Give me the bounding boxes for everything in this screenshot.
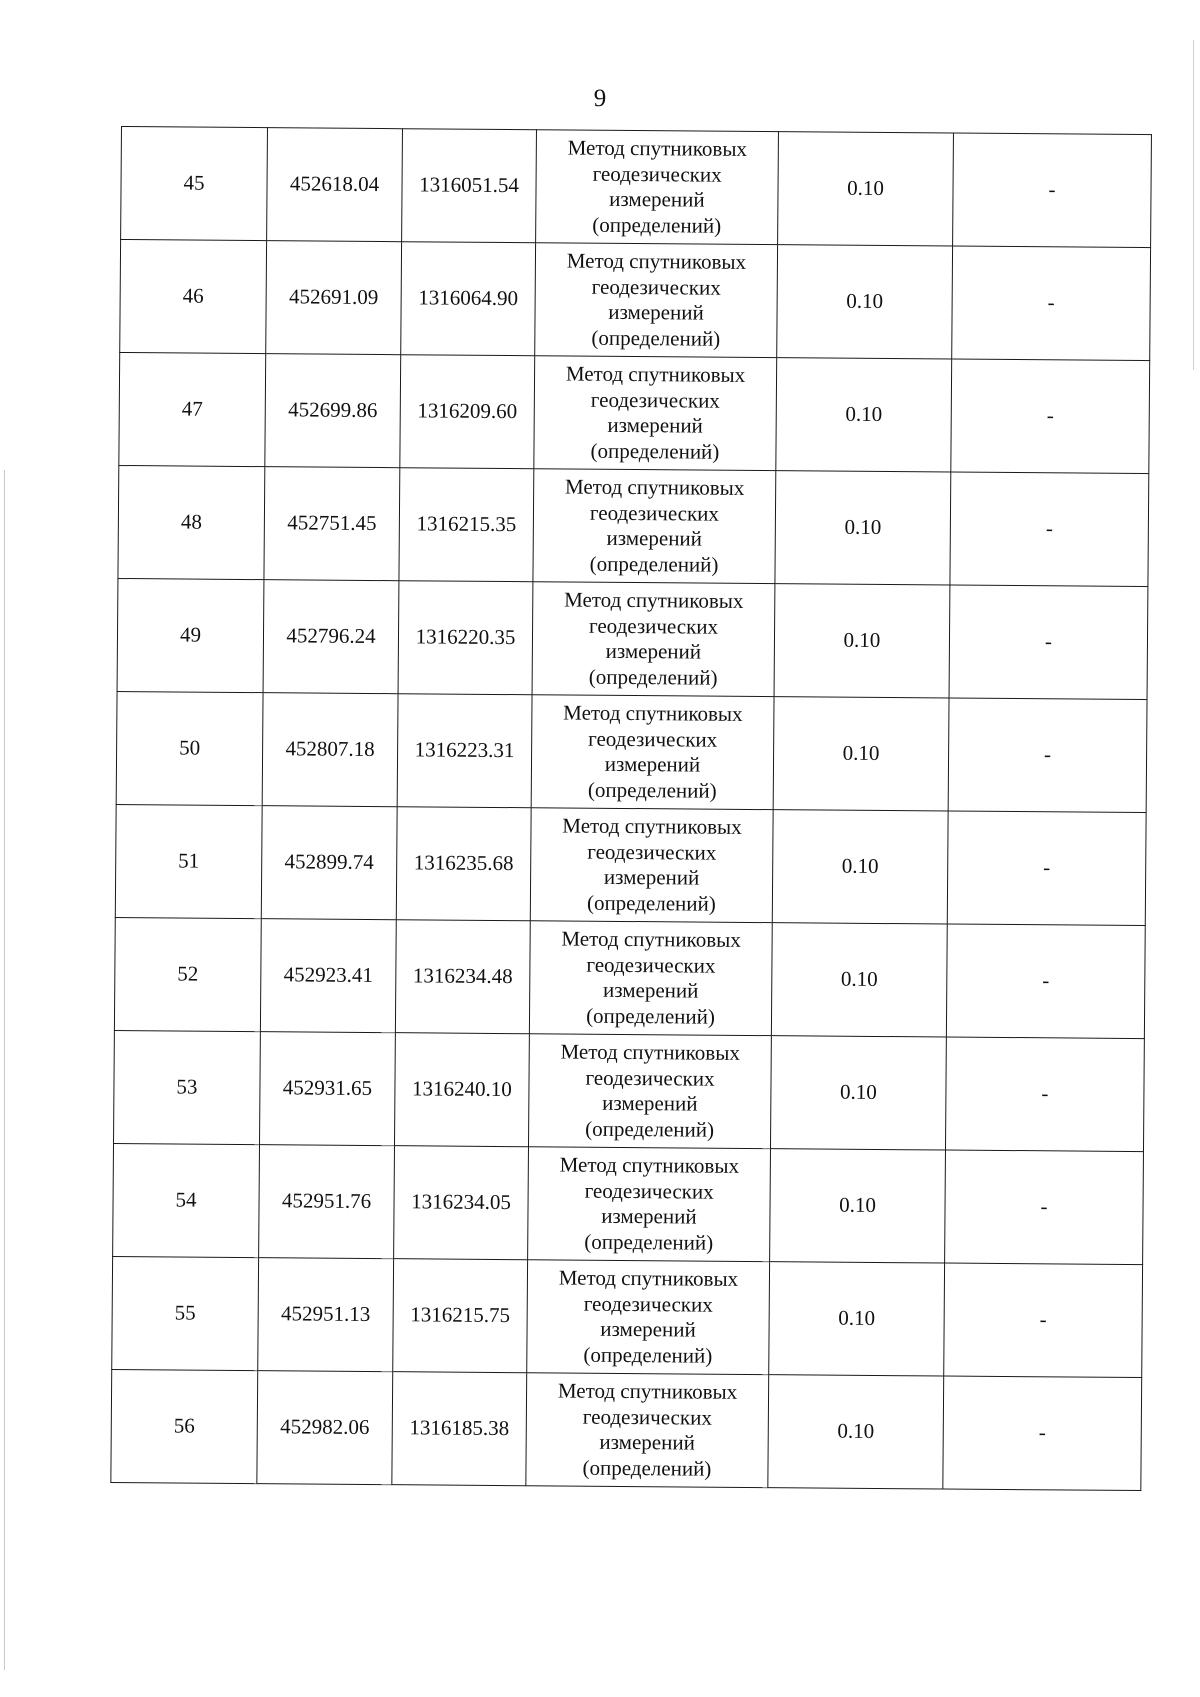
accuracy-cell: 0.10 bbox=[773, 697, 949, 811]
coordinate-x-cell: 452982.06 bbox=[257, 1371, 393, 1485]
coordinate-x-cell: 452951.13 bbox=[258, 1258, 394, 1372]
coordinate-y-cell: 1316234.48 bbox=[395, 920, 530, 1034]
note-cell: - bbox=[947, 811, 1146, 926]
method-text-line: геодезических bbox=[590, 387, 720, 413]
table-row bbox=[119, 352, 1150, 473]
point-number-cell: 53 bbox=[114, 1030, 261, 1144]
method-text-line: геодезических bbox=[591, 274, 721, 300]
method-text-line: измерений bbox=[608, 299, 704, 325]
method-text-line: геодезических bbox=[592, 161, 722, 187]
note-cell: - bbox=[946, 924, 1145, 1039]
method-cell bbox=[536, 130, 779, 245]
method-text-line: Метод спутниковых bbox=[564, 587, 744, 613]
table-row bbox=[120, 240, 1151, 361]
accuracy-cell: 0.10 bbox=[769, 1262, 945, 1376]
coordinate-y-cell: 1316064.90 bbox=[401, 242, 536, 356]
accuracy-cell: 0.10 bbox=[770, 1036, 946, 1150]
method-text-line: измерений bbox=[600, 1316, 696, 1342]
note-cell: - bbox=[948, 698, 1147, 813]
point-number-cell: 55 bbox=[112, 1256, 259, 1370]
method-text-line: Метод спутниковых bbox=[559, 1152, 740, 1178]
point-number-cell: 56 bbox=[111, 1369, 258, 1483]
method-text-line: (определений) bbox=[590, 438, 720, 464]
coordinate-y-cell: 1316220.35 bbox=[398, 581, 533, 695]
note-cell: - bbox=[945, 1037, 1144, 1152]
accuracy-cell: 0.10 bbox=[777, 245, 953, 359]
method-cell bbox=[533, 469, 776, 584]
point-number-cell: 48 bbox=[118, 465, 265, 579]
method-text-line: измерений bbox=[599, 1429, 695, 1455]
coordinate-y-cell: 1316209.60 bbox=[400, 355, 535, 469]
method-text-line: геодезических bbox=[584, 1178, 714, 1204]
coordinate-x-cell: 452923.41 bbox=[260, 919, 396, 1033]
point-number-cell: 45 bbox=[121, 127, 268, 241]
coordinate-y-cell: 1316240.10 bbox=[394, 1033, 529, 1147]
method-text-line: (определений) bbox=[591, 325, 721, 351]
method-cell bbox=[529, 921, 772, 1036]
coordinate-x-cell: 452751.45 bbox=[264, 467, 400, 581]
accuracy-cell: 0.10 bbox=[772, 810, 948, 924]
coordinate-y-cell: 1316234.05 bbox=[394, 1146, 529, 1260]
method-text-line: измерений bbox=[606, 525, 703, 551]
coordinate-x-cell: 452951.76 bbox=[259, 1145, 395, 1259]
table-row bbox=[117, 578, 1148, 699]
point-number-cell: 51 bbox=[115, 804, 262, 918]
method-text-line: (определений) bbox=[586, 1003, 716, 1029]
method-cell bbox=[531, 695, 774, 810]
coordinate-x-cell: 452796.24 bbox=[263, 580, 399, 694]
method-text-line: Метод спутниковых bbox=[558, 1265, 739, 1291]
note-cell: - bbox=[950, 472, 1149, 587]
method-cell bbox=[526, 1373, 769, 1488]
method-text-line: геодезических bbox=[587, 839, 717, 865]
point-number-cell: 49 bbox=[117, 578, 264, 692]
point-number-cell: 50 bbox=[116, 691, 263, 805]
method-text-line: (определений) bbox=[586, 890, 716, 916]
method-text-line: Метод спутниковых bbox=[557, 1378, 738, 1404]
point-number-cell: 46 bbox=[120, 240, 267, 354]
method-cell bbox=[530, 808, 773, 923]
method-text-line: Метод спутниковых bbox=[563, 700, 743, 726]
method-text-line: (определений) bbox=[584, 1229, 714, 1255]
method-text-line: геодезических bbox=[583, 1291, 713, 1317]
method-text-line: измерений bbox=[609, 186, 705, 212]
method-text-line: измерений bbox=[604, 751, 701, 777]
coordinate-x-cell: 452699.86 bbox=[265, 354, 401, 468]
method-text-line: Метод спутниковых bbox=[560, 1039, 740, 1065]
method-text-line: измерений bbox=[602, 1090, 698, 1116]
method-text-line: геодезических bbox=[585, 1065, 715, 1091]
table-row bbox=[115, 804, 1146, 925]
coordinate-x-cell: 452807.18 bbox=[262, 693, 398, 807]
method-text-line: геодезических bbox=[588, 726, 718, 752]
accuracy-cell: 0.10 bbox=[775, 471, 951, 585]
method-text-line: измерений bbox=[605, 638, 702, 664]
coordinates-table bbox=[110, 126, 1152, 1491]
note-cell: - bbox=[953, 133, 1152, 248]
method-text-line: Метод спутниковых bbox=[565, 361, 746, 387]
table-row bbox=[121, 127, 1152, 248]
method-text-line: (определений) bbox=[585, 1116, 715, 1142]
coordinates-table-wrapper bbox=[110, 126, 1151, 1491]
method-text-line: (определений) bbox=[582, 1455, 712, 1481]
method-cell bbox=[528, 1147, 771, 1262]
coordinate-x-cell: 452618.04 bbox=[267, 128, 403, 242]
coordinate-y-cell: 1316215.75 bbox=[393, 1259, 528, 1373]
method-text-line: (определений) bbox=[588, 664, 718, 690]
method-text-line: геодезических bbox=[586, 952, 716, 978]
method-text-line: Метод спутниковых bbox=[561, 926, 741, 952]
coordinate-x-cell: 452691.09 bbox=[266, 241, 402, 355]
method-text-line: измерений bbox=[607, 412, 703, 438]
method-text-line: измерений bbox=[601, 1203, 697, 1229]
table-row bbox=[114, 1030, 1145, 1151]
method-text-line: Метод спутниковых bbox=[564, 474, 745, 500]
method-text-line: Метод спутниковых bbox=[562, 813, 742, 839]
table-row bbox=[114, 917, 1145, 1038]
accuracy-cell: 0.10 bbox=[774, 584, 950, 698]
coordinate-x-cell: 452899.74 bbox=[261, 806, 397, 920]
accuracy-cell: 0.10 bbox=[770, 1149, 946, 1263]
method-text-line: (определений) bbox=[583, 1342, 713, 1368]
method-cell bbox=[532, 582, 775, 697]
method-text-line: геодезических bbox=[588, 613, 719, 639]
method-text-line: геодезических bbox=[589, 500, 720, 526]
method-text-line: измерений bbox=[602, 977, 699, 1003]
coordinate-x-cell: 452931.65 bbox=[260, 1032, 396, 1146]
page-number: 9 bbox=[593, 85, 607, 112]
note-cell: - bbox=[949, 585, 1148, 700]
method-text-line: измерений bbox=[603, 864, 700, 890]
note-cell: - bbox=[952, 246, 1151, 361]
method-cell bbox=[527, 1260, 770, 1375]
coordinate-y-cell: 1316051.54 bbox=[402, 129, 537, 243]
accuracy-cell: 0.10 bbox=[771, 923, 947, 1037]
table-row bbox=[113, 1143, 1144, 1264]
method-cell bbox=[528, 1034, 771, 1149]
table-row bbox=[112, 1256, 1143, 1377]
point-number-cell: 52 bbox=[114, 917, 261, 1031]
coordinate-y-cell: 1316235.68 bbox=[396, 807, 531, 921]
note-cell: - bbox=[943, 1376, 1142, 1491]
method-text-line: Метод спутниковых bbox=[567, 135, 748, 161]
scan-margin-line bbox=[4, 470, 5, 1670]
accuracy-cell: 0.10 bbox=[768, 1375, 944, 1489]
point-number-cell: 54 bbox=[113, 1143, 260, 1257]
accuracy-cell: 0.10 bbox=[778, 132, 954, 246]
table-row bbox=[116, 691, 1147, 812]
coordinate-y-cell: 1316223.31 bbox=[397, 694, 532, 808]
method-text-line: (определений) bbox=[587, 777, 717, 803]
note-cell: - bbox=[944, 1263, 1143, 1378]
method-cell bbox=[534, 356, 777, 471]
method-text-line: Метод спутниковых bbox=[566, 248, 747, 274]
table-row bbox=[111, 1369, 1142, 1490]
method-text-line: (определений) bbox=[592, 212, 722, 238]
method-text-line: (определений) bbox=[589, 551, 719, 577]
method-cell bbox=[535, 243, 778, 358]
table-row bbox=[118, 465, 1149, 586]
point-number-cell: 47 bbox=[119, 352, 266, 466]
note-cell: - bbox=[951, 359, 1150, 474]
coordinate-y-cell: 1316215.35 bbox=[399, 468, 534, 582]
method-text-line: геодезических bbox=[582, 1404, 712, 1430]
coordinate-y-cell: 1316185.38 bbox=[392, 1372, 527, 1486]
table-body bbox=[111, 127, 1152, 1491]
accuracy-cell: 0.10 bbox=[776, 358, 952, 472]
note-cell: - bbox=[945, 1150, 1144, 1265]
